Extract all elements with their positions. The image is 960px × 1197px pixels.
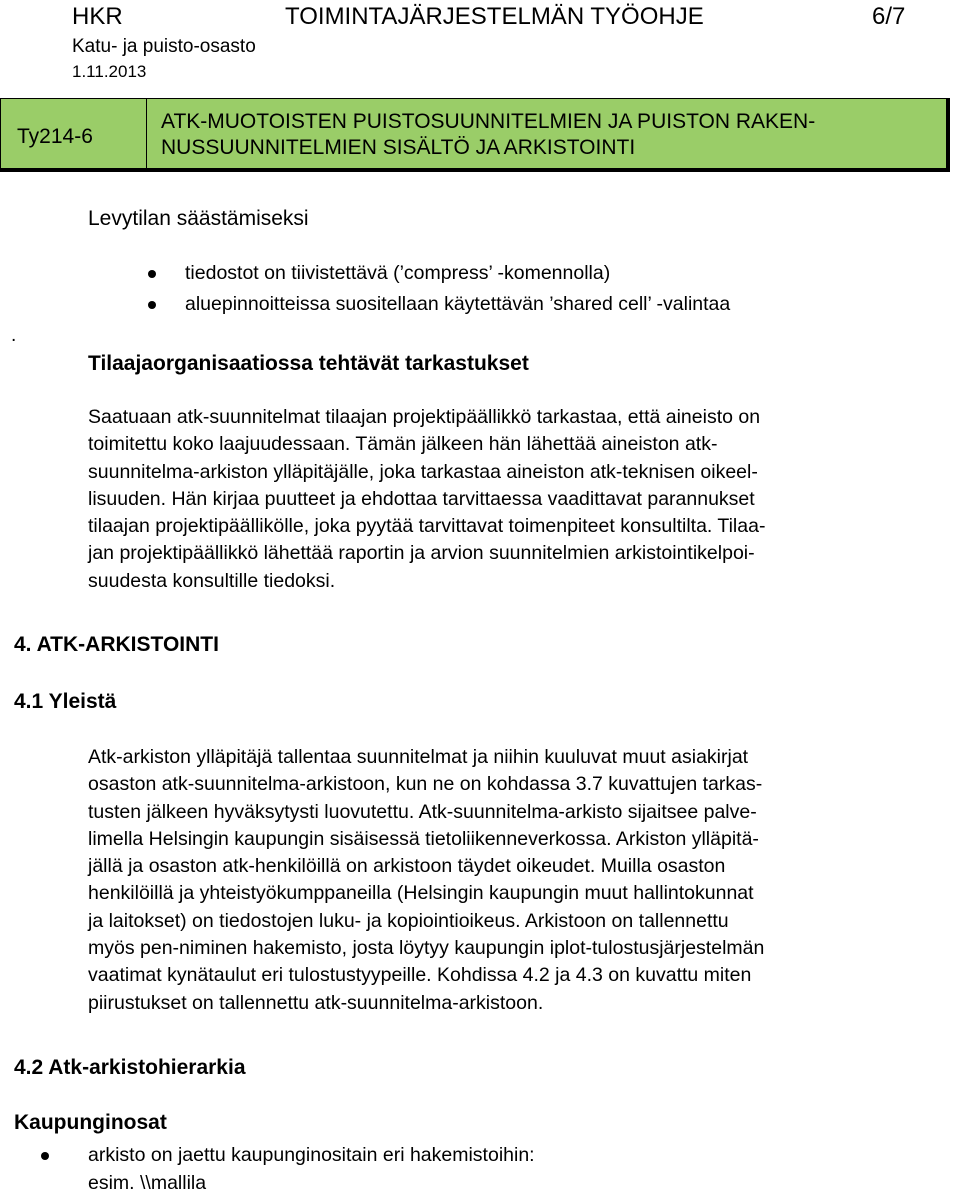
section-heading-districts: Kaupunginosat [14,1111,167,1134]
header-org: HKR [72,3,123,30]
list-item-text: aluepinnoitteissa suositellaan käytettävän ’shared cell’ -valintaa [185,293,731,315]
document-code: Ty214-6 [17,125,93,148]
bullet-icon [148,270,156,278]
text-line: osaston atk-suunnitelma-arkistoon, kun ne on kohdassa 3.7 kuvattujen tarkas- [88,773,763,796]
header-doc-type: TOIMINTAJÄRJESTELMÄN TYÖOHJE [285,3,704,30]
text-line: tusten jälkeen hyväksytysti luovutettu. Atk-suunnitelma-arkisto sijaitsee palve- [88,800,757,823]
text-line: limella Helsingin kaupungin sisäisessä tietoliikenneverkossa. Arkiston ylläpitä- [88,827,759,850]
list-item-text: tiedostot on tiivistettävä (’compress’ -komennolla) [185,262,611,284]
text-line: suudesta konsultille tiedoksi. [88,569,336,592]
text-line: jällä ja osaston atk-henkilöillä on arkistoon täydet oikeudet. Muilla osaston [88,855,726,878]
text-line: jan projektipäällikkö lähettää raportin ja arvion suunnitelmien arkistointikelpoi- [88,542,755,565]
section-heading-client-checks: Tilaajaorganisaatiossa tehtävät tarkastukset [88,352,529,375]
list-item-continuation [88,1169,535,1197]
list-item-text: arkisto on jaettu kaupunginositain eri hakemistoihin: [88,1144,535,1166]
text-line: myös pen-niminen hakemisto, josta löytyy kaupungin iplot-tulostusjärjestelmän [88,937,765,960]
title-divider [146,99,147,168]
text-line: piirustukset on tallennettu atk-suunnitelma-arkistoon. [88,991,544,1014]
districts-bullet-list [88,1141,535,1197]
section-heading-4: 4. ATK-ARKISTOINTI [14,633,219,656]
text-line: ja laitokset) on tiedostojen luku- ja kopiointioikeus. Arkistoon on tallennettu [88,909,729,932]
stray-mark: . [11,325,17,346]
example-path: esim. \\mallila [88,1172,207,1194]
document-title-line-1: ATK-MUOTOISTEN PUISTOSUUNNITELMIEN JA PUISTON RAKEN- [161,110,816,133]
disk-space-bullet-list [185,258,730,320]
section-heading-4-2: 4.2 Atk-arkistohierarkia [14,1056,246,1079]
list-item [88,1141,535,1169]
text-line: henkilöillä ja yhteistyökumppaneilla (Helsingin kaupungin muut hallintokunnat [88,882,754,905]
document-title [161,109,815,161]
section-heading-disk-space: Levytilan säästämiseksi [88,207,309,230]
text-line: vaatimat kynätaulut eri tulostustyypeille. Kohdissa 4.2 ja 4.3 on kuvattu miten [88,964,752,987]
header-date: 1.11.2013 [72,62,147,81]
bullet-icon [148,301,156,309]
text-line: tilaajan projektipäällikölle, joka pyytää tarvittavat toimenpiteet konsultilta. Tilaa- [88,515,766,538]
text-line: suunnitelma-arkiston ylläpitäjälle, joka tarkastaa aineiston atk-teknisen oikeel- [88,460,758,483]
text-line: Atk-arkiston ylläpitäjä tallentaa suunnitelmat ja niihin kuuluvat muut asiakirjat [88,746,749,768]
list-item [185,258,730,289]
client-checks-paragraph [88,404,765,595]
header-page-number: 6/7 [872,3,906,30]
text-line: toimitettu koko laajuudessaan. Tämän jälkeen hän lähettää aineiston atk- [88,433,718,456]
list-item [185,289,730,320]
bullet-icon [41,1152,49,1160]
title-box [0,98,950,172]
text-line: Saatuaan atk-suunnitelmat tilaajan projektipäällikkö tarkastaa, että aineisto on [88,406,761,428]
text-line: lisuuden. Hän kirjaa puutteet ja ehdottaa tarvittaessa vaadittavat parannukset [88,487,755,510]
header-department: Katu- ja puisto-osasto [72,36,256,57]
document-title-line-2: NUSSUUNNITELMIEN SISÄLTÖ JA ARKISTOINTI [161,136,636,159]
section-heading-4-1: 4.1 Yleistä [14,690,117,713]
general-paragraph [88,744,764,1017]
